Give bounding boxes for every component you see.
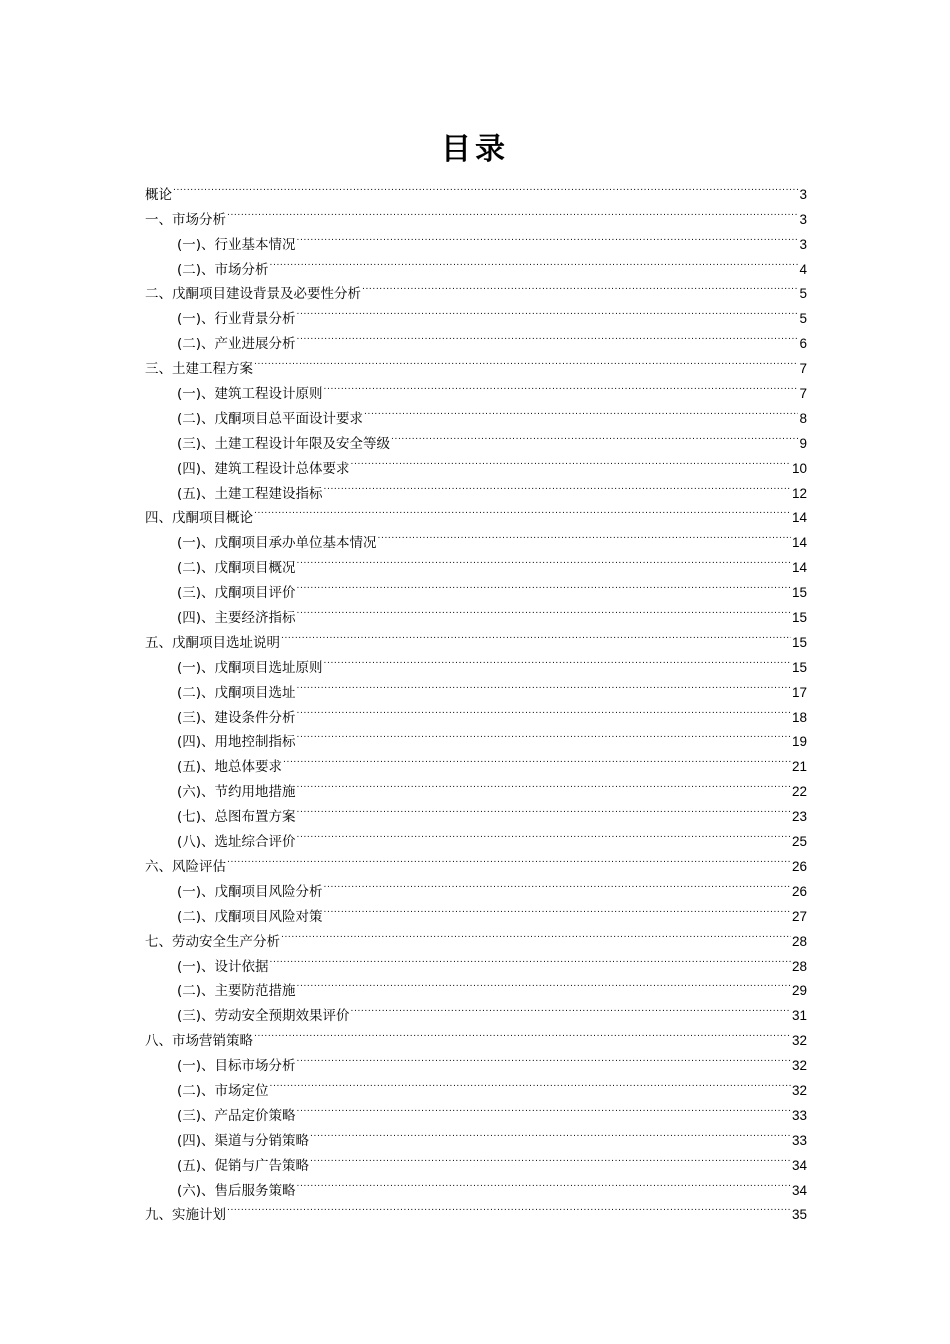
- toc-dot-leader: [297, 821, 791, 846]
- toc-page-number: 23: [791, 809, 807, 825]
- toc-entry-label: (二)、主要防范措施: [177, 983, 296, 1000]
- toc-entry-label: (二)、戊酮项目选址: [177, 684, 296, 701]
- toc-entry-label: 八、市场营销策略: [145, 1033, 253, 1050]
- toc-page-number: 19: [791, 734, 807, 750]
- toc-subentry[interactable]: [145, 224, 807, 253]
- toc-entry-label: (七)、总图布置方案: [177, 809, 296, 826]
- toc-entry-label: (一)、设计依据: [177, 958, 269, 975]
- toc-dot-leader: [227, 1195, 791, 1220]
- toc-subentry[interactable]: [145, 871, 807, 900]
- toc-dot-leader: [297, 572, 791, 597]
- toc-dot-leader: [324, 896, 791, 921]
- toc-entry-label: 四、戊酮项目概论: [145, 510, 253, 527]
- toc-entry-label: 二、戊酮项目建设背景及必要性分析: [145, 286, 361, 303]
- toc-entry-label: (一)、戊酮项目承办单位基本情况: [177, 535, 377, 552]
- toc-entry-label: (一)、戊酮项目选址原则: [177, 659, 323, 676]
- toc-page-number: 7: [799, 361, 807, 377]
- toc-entry[interactable]: [145, 846, 807, 875]
- toc-dot-leader: [324, 373, 799, 398]
- toc-dot-leader: [324, 647, 791, 672]
- toc-entry-label: (二)、产业进展分析: [177, 336, 296, 353]
- toc-dot-leader: [297, 1170, 791, 1195]
- toc-page-number: 5: [799, 286, 807, 302]
- toc-page-number: 18: [791, 709, 807, 725]
- toc-dot-leader: [297, 547, 791, 572]
- toc-page-number: 15: [791, 585, 807, 601]
- toc-dot-leader: [281, 622, 791, 647]
- toc-entry[interactable]: [145, 174, 807, 203]
- toc-dot-leader: [227, 846, 791, 871]
- toc-entry-label: (一)、建筑工程设计原则: [177, 386, 323, 403]
- toc-dot-leader: [378, 522, 791, 547]
- toc-page-number: 34: [791, 1157, 807, 1173]
- toc-page-number: 12: [791, 485, 807, 501]
- toc-dot-leader: [364, 398, 798, 423]
- toc-dot-leader: [324, 473, 791, 498]
- toc-entry-label: (三)、劳动安全预期效果评价: [177, 1008, 350, 1025]
- toc-entry-label: (二)、戊酮项目风险对策: [177, 908, 323, 925]
- toc-entry-label: (三)、建设条件分析: [177, 709, 296, 726]
- toc-entry-label: 五、戊酮项目选址说明: [145, 634, 280, 651]
- toc-entry-label: (二)、戊酮项目概况: [177, 560, 296, 577]
- toc-entry-label: 七、劳动安全生产分析: [145, 933, 280, 950]
- toc-page-number: 21: [791, 759, 807, 775]
- toc-entry-label: (五)、地总体要求: [177, 759, 283, 776]
- toc-entry-label: (二)、市场定位: [177, 1082, 269, 1099]
- toc-dot-leader: [391, 423, 798, 448]
- toc-page-number: 27: [791, 908, 807, 924]
- toc-entry-label: (一)、行业背景分析: [177, 311, 296, 328]
- toc-dot-leader: [351, 995, 791, 1020]
- toc-entry[interactable]: [145, 199, 807, 228]
- toc-dot-leader: [310, 1120, 791, 1145]
- toc-page-number: 8: [799, 410, 807, 426]
- toc-entry-label: (三)、戊酮项目评价: [177, 585, 296, 602]
- toc-dot-leader: [297, 971, 791, 996]
- toc-dot-leader: [297, 597, 791, 622]
- toc-entry-label: (六)、节约用地措施: [177, 784, 296, 801]
- toc-dot-leader: [351, 448, 791, 473]
- toc-page-number: 14: [791, 510, 807, 526]
- toc-page-number: 15: [791, 634, 807, 650]
- toc-page-number: 3: [799, 211, 807, 227]
- toc-page-number: 33: [791, 1107, 807, 1123]
- toc-dot-leader: [173, 174, 798, 199]
- toc-dot-leader: [297, 323, 799, 348]
- toc-entry-label: 三、土建工程方案: [145, 361, 253, 378]
- toc-page-number: 15: [791, 610, 807, 626]
- toc-page-number: 7: [799, 386, 807, 402]
- toc-page-number: 9: [799, 435, 807, 451]
- toc-entry-label: 六、风险评估: [145, 858, 226, 875]
- toc-dot-leader: [254, 348, 798, 373]
- toc-page-number: 32: [791, 1033, 807, 1049]
- toc-page-number: 25: [791, 834, 807, 850]
- toc-dot-leader: [297, 796, 791, 821]
- toc-dot-leader: [297, 722, 791, 747]
- toc-dot-leader: [270, 946, 791, 971]
- toc-dot-leader: [297, 298, 799, 323]
- toc-entry-label: (四)、渠道与分销策略: [177, 1132, 310, 1149]
- toc-dot-leader: [270, 249, 799, 274]
- toc-entry-label: (四)、建筑工程设计总体要求: [177, 460, 350, 477]
- toc-entry-label: 概论: [145, 186, 172, 203]
- toc-title: 目录: [441, 132, 509, 167]
- toc-page-number: 26: [791, 883, 807, 899]
- toc-entry-label: 九、实施计划: [145, 1207, 226, 1224]
- toc-page-number: 26: [791, 858, 807, 874]
- toc-dot-leader: [297, 697, 791, 722]
- toc-dot-leader: [297, 672, 791, 697]
- toc-entry-label: (六)、售后服务策略: [177, 1182, 296, 1199]
- toc-dot-leader: [227, 199, 798, 224]
- toc-page-number: 32: [791, 1082, 807, 1098]
- toc-entry-label: (三)、产品定价策略: [177, 1107, 296, 1124]
- toc-dot-leader: [254, 498, 791, 523]
- toc-entry-label: (五)、土建工程建设指标: [177, 485, 323, 502]
- toc-entry[interactable]: [145, 1195, 807, 1224]
- toc-page-number: 14: [791, 560, 807, 576]
- toc-page-number: 3: [799, 236, 807, 252]
- toc-entry-label: (一)、目标市场分析: [177, 1058, 296, 1075]
- toc-page-number: 31: [791, 1008, 807, 1024]
- toc-page-number: 17: [791, 684, 807, 700]
- toc-page-number: 4: [799, 261, 807, 277]
- toc-entry-label: (八)、选址综合评价: [177, 834, 296, 851]
- toc-page-number: 15: [791, 659, 807, 675]
- toc-dot-leader: [297, 1045, 791, 1070]
- toc-page-number: 28: [791, 958, 807, 974]
- toc-dot-leader: [310, 1145, 791, 1170]
- toc-entry-label: 一、市场分析: [145, 211, 226, 228]
- toc-dot-leader: [362, 274, 798, 299]
- toc-page-number: 3: [799, 186, 807, 202]
- toc-dot-leader: [270, 1070, 791, 1095]
- toc-entry-label: (一)、行业基本情况: [177, 236, 296, 253]
- toc-entry-label: (五)、促销与广告策略: [177, 1157, 310, 1174]
- toc-page-number: 5: [799, 311, 807, 327]
- toc-entry-label: (三)、土建工程设计年限及安全等级: [177, 435, 391, 452]
- toc-page-number: 33: [791, 1132, 807, 1148]
- toc-page-number: 6: [799, 336, 807, 352]
- toc-entry-label: (一)、戊酮项目风险分析: [177, 883, 323, 900]
- toc-entry-label: (四)、主要经济指标: [177, 610, 296, 627]
- toc-page-number: 22: [791, 784, 807, 800]
- toc-page-number: 32: [791, 1058, 807, 1074]
- toc-page-number: 14: [791, 535, 807, 551]
- toc-dot-leader: [297, 1095, 791, 1120]
- toc-list: [145, 174, 807, 1224]
- toc-entry-label: (二)、市场分析: [177, 261, 269, 278]
- toc-dot-leader: [281, 921, 791, 946]
- toc-page-number: 34: [791, 1182, 807, 1198]
- toc-page-number: 29: [791, 983, 807, 999]
- toc-page-number: 10: [791, 460, 807, 476]
- toc-dot-leader: [283, 746, 791, 771]
- toc-entry-label: (四)、用地控制指标: [177, 734, 296, 751]
- toc-dot-leader: [324, 871, 791, 896]
- toc-page-number: 28: [791, 933, 807, 949]
- toc-dot-leader: [297, 771, 791, 796]
- toc-dot-leader: [254, 1020, 791, 1045]
- toc-dot-leader: [297, 224, 799, 249]
- toc-entry-label: (二)、戊酮项目总平面设计要求: [177, 410, 364, 427]
- toc-page-number: 35: [791, 1207, 807, 1223]
